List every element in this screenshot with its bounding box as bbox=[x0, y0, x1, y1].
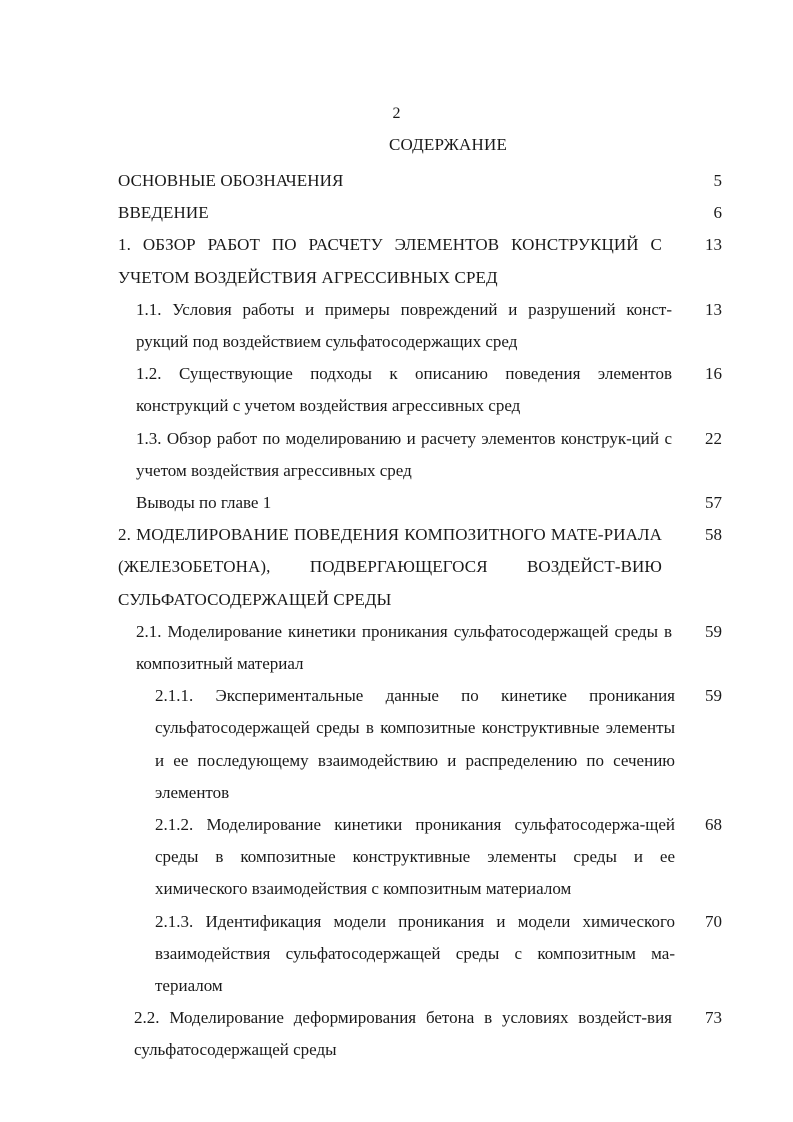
toc-entry-page: 70 bbox=[705, 911, 722, 931]
toc-title: СОДЕРЖАНИЕ bbox=[388, 135, 508, 154]
toc-entry-text: 2.2. Моделирование деформирования бетона в условиях воздейст-вия сульфатосодержащей среды bbox=[134, 1008, 672, 1060]
toc-entry-chapter-2 bbox=[0, 519, 793, 616]
toc-entry-page: 57 bbox=[705, 493, 722, 513]
toc-entry-page: 6 bbox=[713, 203, 722, 223]
toc-entry-text: 1.3. Обзор работ по моделированию и расчету элементов конструк-ций с учетом воздействия агрессивных сред bbox=[136, 428, 672, 480]
toc-entry-page: 13 bbox=[705, 235, 722, 255]
toc-entry-text: ОСНОВНЫЕ ОБОЗНАЧЕНИЯ bbox=[118, 171, 344, 190]
toc-entry-section-2-1-3 bbox=[0, 906, 793, 1003]
toc-entry-chapter-1 bbox=[0, 229, 793, 293]
toc-entry-text: 1. ОБЗОР РАБОТ ПО РАСЧЕТУ ЭЛЕМЕНТОВ КОНСТРУКЦИЙ С УЧЕТОМ ВОЗДЕЙСТВИЯ АГРЕССИВНЫХ СРЕД bbox=[118, 235, 662, 287]
toc-entry-text: 2.1.2. Моделирование кинетики проникания сульфатосодержа-щей среды в композитные конструктивные элементы среды и ее химического взаимодействия с композитным материалом bbox=[155, 815, 675, 899]
toc-entry-introduction bbox=[0, 197, 793, 229]
toc-entry-page: 16 bbox=[705, 364, 722, 384]
toc-entry-text: Выводы по главе 1 bbox=[136, 493, 272, 513]
toc-entry-section-1-1 bbox=[0, 294, 793, 358]
toc-entry-text: 1.1. Условия работы и примеры повреждений и разрушений конст-рукций под воздействием сульфатосодержащих сред bbox=[136, 299, 672, 352]
toc-entry-section-1-2 bbox=[0, 358, 793, 422]
toc-entry-text: 2. МОДЕЛИРОВАНИЕ ПОВЕДЕНИЯ КОМПОЗИТНОГО МАТЕ-РИАЛА (ЖЕЛЕЗОБЕТОНА), ПОДВЕРГАЮЩЕГОСЯ ВОЗДЕЙСТ-ВИЮ СУЛЬФАТОСОДЕРЖАЩЕЙ СРЕДЫ bbox=[118, 525, 662, 609]
toc-entry-page: 59 bbox=[705, 621, 722, 641]
toc-entry-section-2-1 bbox=[0, 616, 793, 680]
toc-entry-page: 13 bbox=[705, 299, 722, 319]
toc-entry-section-1-3 bbox=[0, 423, 793, 487]
toc-entry-text: 2.1.1. Экспериментальные данные по кинетике проникания сульфатосодержащей среды в композитные конструктивные элементы и ее последующему взаимодействию и распределению по сечению элементов bbox=[155, 686, 675, 802]
toc-entry-page: 5 bbox=[713, 171, 722, 190]
table-of-contents bbox=[0, 165, 793, 1067]
toc-entry-page: 22 bbox=[705, 428, 722, 448]
toc-entry-page: 68 bbox=[705, 815, 722, 835]
toc-entry-notations bbox=[0, 165, 793, 197]
toc-entry-section-2-1-1 bbox=[0, 680, 793, 809]
page-number: 2 bbox=[392, 105, 401, 122]
toc-entry-text: 2.1.3. Идентификация модели проникания и модели химического взаимодействия сульфатосодержащей среды с композитным ма-териалом bbox=[155, 911, 675, 996]
toc-entry-page: 59 bbox=[705, 686, 722, 706]
toc-entry-text: ВВЕДЕНИЕ bbox=[118, 203, 209, 223]
toc-entry-section-2-2 bbox=[0, 1002, 793, 1066]
toc-entry-page: 58 bbox=[705, 525, 722, 545]
toc-entry-section-2-1-2 bbox=[0, 809, 793, 906]
toc-entry-text: 1.2. Существующие подходы к описанию поведения элементов конструкций с учетом воздействия агрессивных сред bbox=[136, 364, 672, 416]
toc-entry-text: 2.1. Моделирование кинетики проникания сульфатосодержащей среды в композитный материал bbox=[136, 621, 672, 674]
toc-entry-conclusions-1 bbox=[0, 487, 793, 519]
toc-entry-page: 73 bbox=[705, 1008, 722, 1028]
